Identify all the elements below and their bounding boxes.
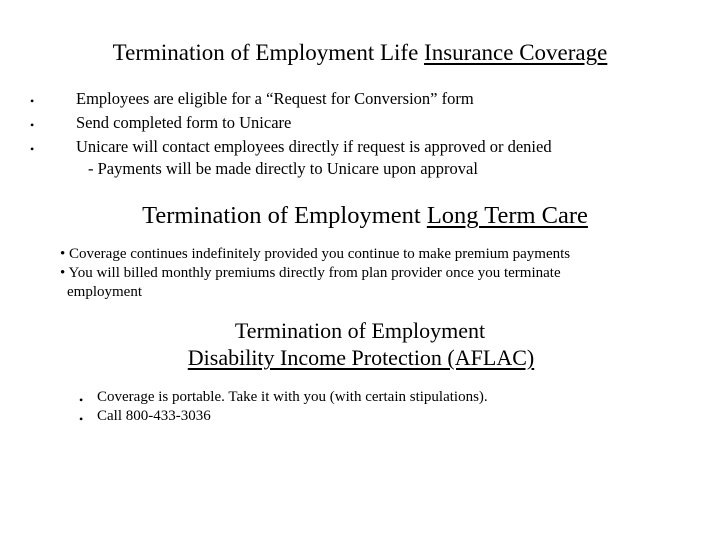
life-title-underlined: Insurance Coverage — [424, 40, 608, 65]
aflac-title-line-1: Termination of Employment — [234, 318, 486, 343]
bullet-icon: • — [30, 142, 35, 156]
life-insurance-title — [0, 40, 720, 66]
bullet-icon: • — [30, 94, 35, 108]
life-bullet-2: Send completed form to Unicare — [76, 113, 292, 132]
aflac-bullet-1: Coverage is portable. Take it with you (with certain stipulations). — [97, 389, 488, 405]
ltc-title-prefix: Termination of Employment — [142, 202, 421, 229]
life-bullet-1: Employees are eligible for a “Request for Conversion” form — [76, 89, 474, 108]
ltc-title-underlined: Long Term Care — [426, 202, 588, 229]
ltc-continuation: employment — [67, 284, 142, 300]
life-bullet-3: Unicare will contact employees directly if request is approved or denied — [76, 137, 552, 156]
ltc-title — [0, 202, 720, 230]
bullet-icon: • — [60, 246, 66, 262]
bullet-icon: • — [30, 118, 35, 132]
bullet-icon: • — [79, 412, 84, 426]
bullet-icon: • — [60, 265, 66, 281]
aflac-bullet-2: Call 800-433-3036 — [97, 408, 211, 424]
bullet-icon: • — [79, 393, 84, 407]
ltc-bullet-2: • You will billed monthly premiums directly from plan provider once you terminate — [60, 265, 561, 281]
aflac-title-line-2: Disability Income Protection (AFLAC) — [187, 345, 535, 370]
life-sub-note: - Payments will be made directly to Unicare upon approval — [88, 159, 478, 178]
ltc-bullet-1: • Coverage continues indefinitely provided you continue to make premium payments — [60, 246, 571, 262]
life-title-prefix: Termination of Employment Life — [112, 40, 419, 65]
